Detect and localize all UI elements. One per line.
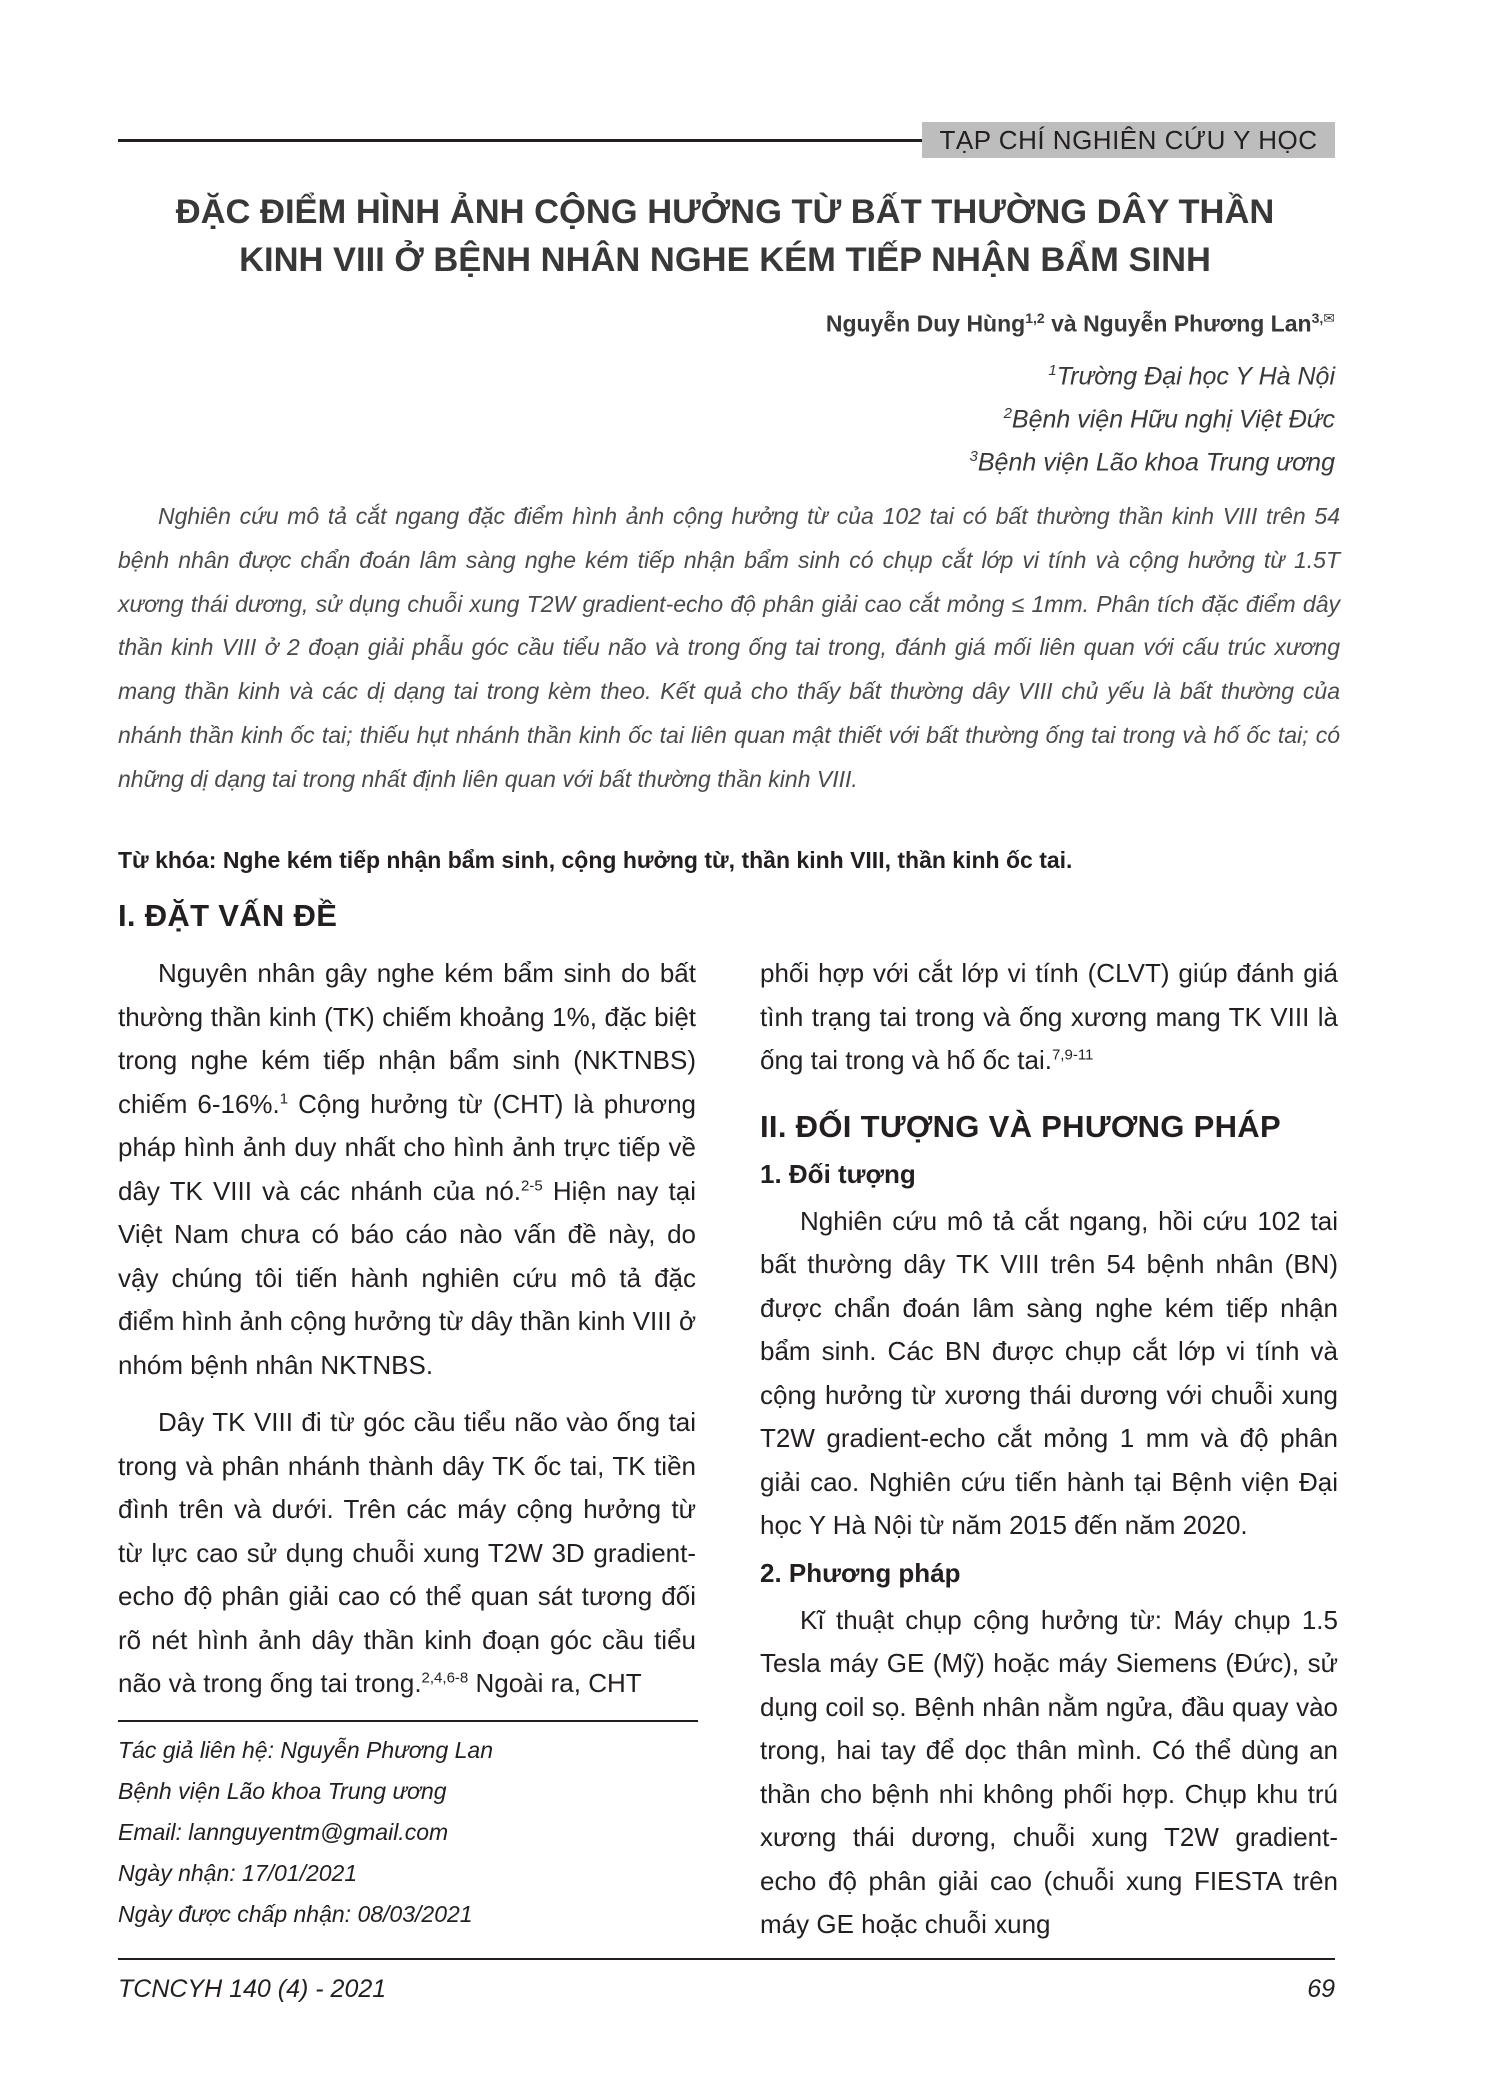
affiliation-number: 2 [1003, 405, 1012, 422]
author-1-affil: 1,2 [1025, 310, 1045, 326]
title-line-1: ĐẶC ĐIỂM HÌNH ẢNH CỘNG HƯỞNG TỪ BẤT THƯỜNG DÂY THẦN [175, 193, 1275, 231]
citation: 2,4,6-8 [421, 1669, 469, 1687]
section-1-paragraph-1: Nguyên nhân gây nghe kém bẩm sinh do bất thường thần kinh (TK) chiếm khoảng 1%, đặc biệt trong nghe kém tiếp nhận bẩm sinh (NKTNBS) chiếm 6-16%.$^1$ Cộng hưởng từ (CHT) là phương pháp hình ảnh duy nhất cho hình ảnh trực tiếp về dây TK VIII và các nhánh của nó.$^{2-5}$ Hiện nay tại Việt Nam chưa có báo cáo nào vấn đề này, do vậy chúng tôi tiến hành nghiên cứu mô tả đặc điểm hình ảnh cộng hưởng từ dây thần kinh VIII ở nhóm bệnh nhân NKTNBS. [118, 958, 696, 1380]
right-column [760, 952, 1338, 1947]
affiliation-2 [1004, 405, 1335, 434]
section-1-paragraph-2: Dây TK VIII đi từ góc cầu tiểu não vào ống tai trong và phân nhánh thành dây TK ốc tai, TK tiền đình trên và dưới. Trên các máy cộng hưởng từ từ lực cao sử dụng chuỗi xung T2W 3D gradient-echo độ phân giải cao có thể quan sát tương đối rõ nét hình ảnh dây thần kinh đoạn góc cầu tiểu não và trong ống tai trong.$^{2,4,6-8}$ Ngoài ra, CHT [118, 1407, 696, 1698]
author-line [826, 310, 1335, 338]
section-1-heading: I. ĐẶT VẤN ĐỀ [118, 898, 338, 933]
author-2: Nguyễn Phương Lan [1083, 310, 1312, 337]
title-line-2: KINH VIII Ở BỆNH NHÂN NGHE KÉM TIẾP NHẬN BẨM SINH [239, 241, 1211, 279]
affiliation-1 [1048, 362, 1335, 391]
keywords: Từ khóa: Nghe kém tiếp nhận bẩm sinh, cộng hưởng từ, thần kinh VIII, thần kinh ốc tai. [118, 847, 1073, 873]
footnote-rule [118, 1720, 698, 1722]
citation: 7,9-11 [1051, 1046, 1094, 1064]
mail-icon: ✉ [1323, 310, 1335, 326]
page-number: 69 [1307, 1975, 1335, 2003]
affiliation-number: 1 [1048, 362, 1057, 379]
footer-citation: TCNCYH 140 (4) - 2021 [118, 1975, 387, 2003]
citation: 1 [279, 1089, 289, 1107]
correspondence-box [118, 1730, 698, 1935]
article-title [110, 188, 1340, 284]
author-2-affil: 3, [1311, 310, 1324, 326]
footer-rule [118, 1958, 1335, 1960]
correspondence-author: Tác giả liên hệ: Nguyễn Phương Lan [118, 1737, 493, 1763]
section-2-heading: II. ĐỐI TƯỢNG VÀ PHƯƠNG PHÁP [760, 1108, 1281, 1144]
subsection-1-paragraph: Nghiên cứu mô tả cắt ngang, hồi cứu 102 tai bất thường dây TK VIII trên 54 bệnh nhân (BN) được chẩn đoán lâm sàng nghe kém tiếp nhận bẩm sinh. Các BN được chụp cắt lớp vi tính và cộng hưởng từ xương thái dương với chuỗi xung T2W gradient-echo cắt mỏng 1 mm và độ phân giải cao. Nghiên cứu tiến hành tại Bệnh viện Đại học Y Hà Nội từ năm 2015 đến năm 2020. [760, 1205, 1338, 1540]
author-1: Nguyễn Duy Hùng [825, 310, 1026, 337]
affiliation-3 [970, 448, 1335, 477]
affiliation-name: Bệnh viện Hữu nghị Việt Đức [1011, 405, 1335, 434]
correspondence-email: Email: lannguyentm@gmail.com [118, 1819, 449, 1845]
abstract: Nghiên cứu mô tả cắt ngang đặc điểm hình ảnh cộng hưởng từ của 102 tai có bất thường thần kinh VIII trên 54 bệnh nhân được chẩn đoán lâm sàng nghe kém tiếp nhận bẩm sinh có chụp cắt lớp vi tính và cộng hưởng từ 1.5T xương thái dương, sử dụng chuỗi xung T2W gradient-echo độ phân giải cao cắt mỏng ≤ 1mm. Phân tích đặc điểm dây thần kinh VIII ở 2 đoạn giải phẫu góc cầu tiểu não và trong ống tai trong, đánh giá mối liên quan với cấu trúc xương mang thần kinh và các dị dạng tai trong kèm theo. Kết quả cho thấy bất thường dây VIII chủ yếu là bất thường của nhánh thần kinh ốc tai; thiếu hụt nhánh thần kinh ốc tai liên quan mật thiết với bất thường ống tai trong và hố ốc tai; có những dị dạng tai trong nhất định liên quan với bất thường thần kinh VIII. [118, 503, 1340, 792]
affiliation-name: Trường Đại học Y Hà Nội [1056, 362, 1335, 391]
journal-name: TẠP CHÍ NGHIÊN CỨU Y HỌC [922, 122, 1335, 158]
subsection-2-heading: 2. Phương pháp [760, 1557, 961, 1588]
accepted-date: Ngày được chấp nhận: 08/03/2021 [118, 1901, 473, 1927]
correspondence-institution: Bệnh viện Lão khoa Trung ương [118, 1778, 447, 1804]
author-conjunction: và [1044, 310, 1084, 337]
affiliation-name: Bệnh viện Lão khoa Trung ương [977, 448, 1335, 477]
citation: 2-5 [521, 1176, 543, 1194]
subsection-2-paragraph: Kĩ thuật chụp cộng hưởng từ: Máy chụp 1.5 Tesla máy GE (Mỹ) hoặc máy Siemens (Đức), sử dụng coil sọ. Bệnh nhân nằm ngửa, đầu quay vào trong, hai tay để dọc thân mình. Có thể dùng an thần cho bệnh nhi không phối hợp. Chụp khu trú xương thái dương, chuỗi xung T2W gradient-echo độ phân giải cao (chuỗi xung FIESTA trên máy GE hoặc chuỗi xung [760, 1604, 1338, 1939]
affiliation-number: 3 [969, 448, 978, 465]
section-1-paragraph-3: phối hợp với cắt lớp vi tính (CLVT) giúp đánh giá tình trạng tai trong và ống xương mang TK VIII là ống tai trong và hố ốc tai.$^{7,9-11}$ [760, 958, 1338, 1075]
subsection-1-heading: 1. Đối tượng [760, 1158, 916, 1189]
left-column [118, 898, 696, 1706]
received-date: Ngày nhận: 17/01/2021 [118, 1860, 358, 1886]
